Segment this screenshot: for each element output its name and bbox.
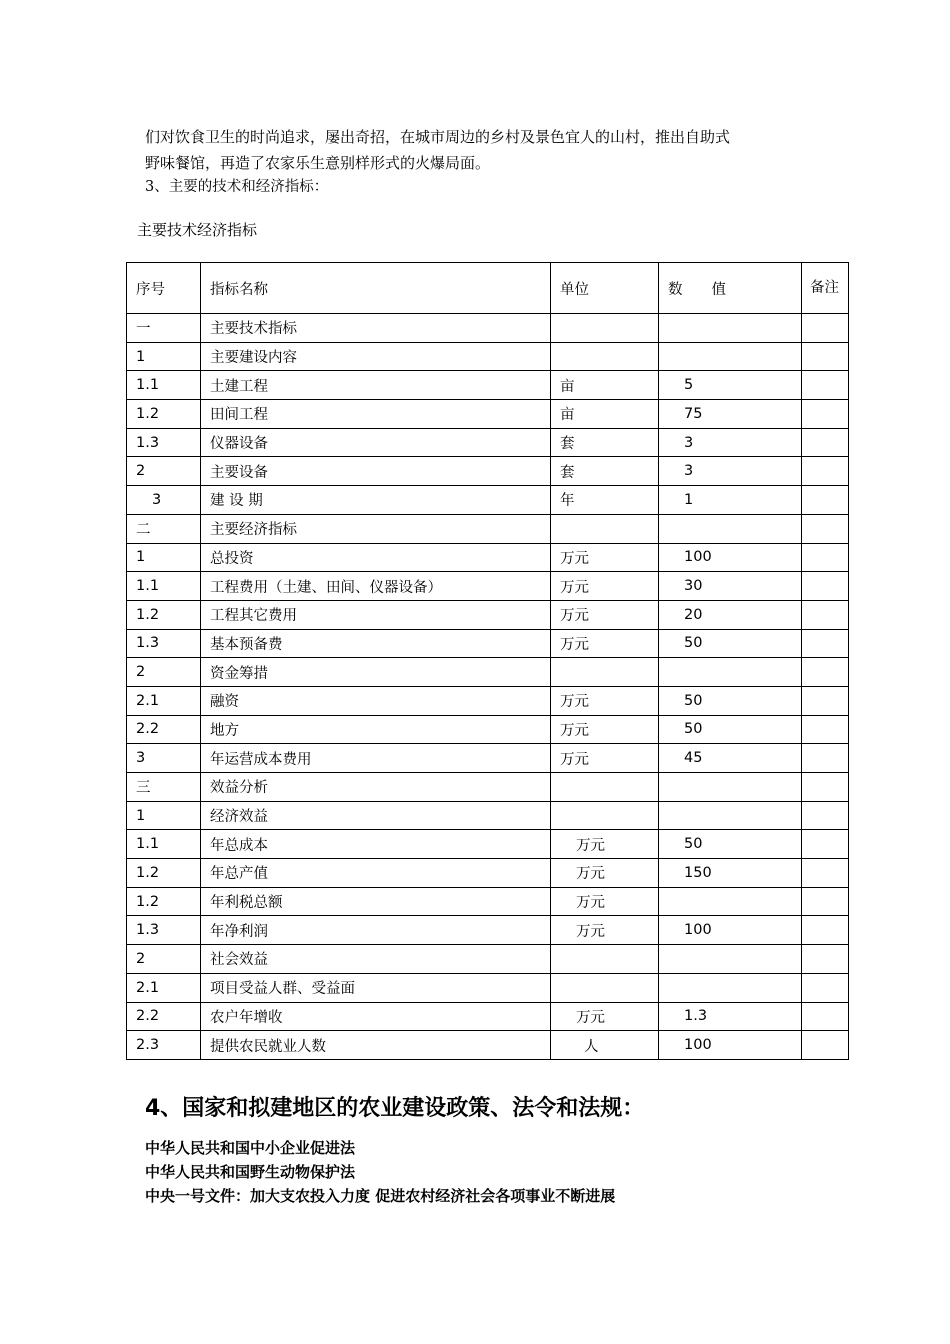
table-row [127, 428, 849, 457]
cell-no: 1.2 [127, 600, 201, 629]
table-row [127, 658, 849, 687]
cell-no: 1.3 [127, 428, 201, 457]
cell-unit [551, 514, 659, 543]
cell-no: 1.2 [127, 400, 201, 429]
section-4-heading: 4、国家和拟建地区的农业建设政策、法令和法规： [145, 1096, 645, 1121]
cell-unit: 亩 [551, 371, 659, 400]
cell-note [802, 342, 849, 371]
cell-no: 2 [127, 658, 201, 687]
table-row [127, 686, 849, 715]
cell-name: 土建工程 [201, 371, 551, 400]
cell-value [659, 773, 802, 802]
cell-no: 二 [127, 514, 201, 543]
cell-no: 1 [127, 801, 201, 830]
cell-no: 1.3 [127, 916, 201, 945]
header-no: 序号 [127, 263, 201, 314]
cell-no: 3 [127, 744, 201, 773]
cell-value [659, 514, 802, 543]
cell-no: 2.1 [127, 686, 201, 715]
table-row [127, 457, 849, 486]
table-row [127, 1002, 849, 1031]
cell-name: 社会效益 [201, 945, 551, 974]
cell-name: 年总成本 [201, 830, 551, 859]
laws-list [145, 1136, 615, 1208]
cell-value: 3 [659, 428, 802, 457]
table-header-row [127, 263, 849, 314]
table-row [127, 830, 849, 859]
cell-unit: 万元 [551, 744, 659, 773]
cell-unit: 亩 [551, 400, 659, 429]
cell-value: 50 [659, 629, 802, 658]
cell-note [802, 744, 849, 773]
cell-value: 1.3 [659, 1002, 802, 1031]
cell-unit: 万元 [551, 600, 659, 629]
table-row [127, 801, 849, 830]
table-row [127, 887, 849, 916]
cell-value [659, 342, 802, 371]
cell-no: 1 [127, 342, 201, 371]
cell-name: 建 设 期 [201, 486, 551, 515]
cell-name: 农户年增收 [201, 1002, 551, 1031]
cell-name: 工程费用（土建、田间、仪器设备） [201, 572, 551, 601]
cell-value: 75 [659, 400, 802, 429]
cell-unit [551, 314, 659, 343]
cell-name: 年总产值 [201, 859, 551, 888]
cell-no: 2.2 [127, 715, 201, 744]
cell-note [802, 629, 849, 658]
law-item: 中华人民共和国野生动物保护法 [145, 1163, 356, 1181]
cell-name: 总投资 [201, 543, 551, 572]
cell-unit [551, 342, 659, 371]
table-row [127, 314, 849, 343]
header-note: 备注 [802, 263, 849, 314]
table-row [127, 629, 849, 658]
cell-name: 主要技术指标 [201, 314, 551, 343]
cell-name: 年净利润 [201, 916, 551, 945]
table-row [127, 514, 849, 543]
cell-unit: 人 [551, 1031, 659, 1060]
header-name: 指标名称 [201, 263, 551, 314]
cell-name: 基本预备费 [201, 629, 551, 658]
cell-note [802, 887, 849, 916]
law-item: 中华人民共和国中小企业促进法 [145, 1139, 356, 1157]
cell-note [802, 973, 849, 1002]
cell-unit: 套 [551, 428, 659, 457]
cell-no: 1.1 [127, 572, 201, 601]
cell-value: 100 [659, 1031, 802, 1060]
cell-name: 主要设备 [201, 457, 551, 486]
cell-value: 100 [659, 543, 802, 572]
cell-note [802, 514, 849, 543]
cell-no: 1 [127, 543, 201, 572]
cell-value: 150 [659, 859, 802, 888]
cell-no: 2.3 [127, 1031, 201, 1060]
cell-no: 1.1 [127, 371, 201, 400]
cell-no: 2 [127, 457, 201, 486]
cell-unit [551, 973, 659, 1002]
cell-note [802, 686, 849, 715]
cell-unit: 万元 [551, 629, 659, 658]
cell-name: 经济效益 [201, 801, 551, 830]
cell-no: 三 [127, 773, 201, 802]
table-row [127, 400, 849, 429]
cell-unit: 万元 [551, 686, 659, 715]
cell-unit: 万元 [551, 543, 659, 572]
cell-no: 2 [127, 945, 201, 974]
cell-value: 50 [659, 830, 802, 859]
cell-name: 项目受益人群、受益面 [201, 973, 551, 1002]
cell-name: 工程其它费用 [201, 600, 551, 629]
cell-value: 30 [659, 572, 802, 601]
cell-name: 仪器设备 [201, 428, 551, 457]
cell-name: 地方 [201, 715, 551, 744]
cell-note [802, 859, 849, 888]
header-unit: 单位 [551, 263, 659, 314]
cell-value [659, 887, 802, 916]
cell-unit [551, 801, 659, 830]
cell-no: 1.1 [127, 830, 201, 859]
cell-name: 融资 [201, 686, 551, 715]
cell-name: 主要经济指标 [201, 514, 551, 543]
cell-note [802, 600, 849, 629]
cell-value [659, 314, 802, 343]
cell-note [802, 371, 849, 400]
cell-note [802, 945, 849, 974]
table-row [127, 859, 849, 888]
cell-note [802, 543, 849, 572]
cell-value: 50 [659, 686, 802, 715]
header-value: 数 值 [659, 263, 802, 314]
cell-value [659, 973, 802, 1002]
cell-unit: 万元 [551, 1002, 659, 1031]
cell-unit [551, 773, 659, 802]
table-row [127, 916, 849, 945]
table-row [127, 773, 849, 802]
cell-name: 效益分析 [201, 773, 551, 802]
cell-unit: 套 [551, 457, 659, 486]
cell-name: 田间工程 [201, 400, 551, 429]
table-row [127, 973, 849, 1002]
cell-unit [551, 658, 659, 687]
intro-line-2: 野味餐馆，再造了农家乐生意别样形式的火爆局面。 [145, 154, 491, 172]
table-row [127, 600, 849, 629]
table-row [127, 572, 849, 601]
cell-unit: 万元 [551, 715, 659, 744]
table-row [127, 1031, 849, 1060]
cell-note [802, 457, 849, 486]
cell-unit: 万元 [551, 572, 659, 601]
cell-value: 1 [659, 486, 802, 515]
cell-unit: 万元 [551, 859, 659, 888]
cell-unit: 万元 [551, 887, 659, 916]
cell-note [802, 801, 849, 830]
cell-note [802, 428, 849, 457]
cell-no: 2.1 [127, 973, 201, 1002]
cell-value: 100 [659, 916, 802, 945]
cell-note [802, 314, 849, 343]
cell-note [802, 1031, 849, 1060]
cell-note [802, 1002, 849, 1031]
cell-unit [551, 945, 659, 974]
cell-unit: 万元 [551, 916, 659, 945]
cell-value: 45 [659, 744, 802, 773]
cell-note [802, 715, 849, 744]
section-3-title: 3、主要的技术和经济指标： [145, 179, 329, 195]
cell-value: 20 [659, 600, 802, 629]
cell-name: 主要建设内容 [201, 342, 551, 371]
cell-name: 提供农民就业人数 [201, 1031, 551, 1060]
table-caption: 主要技术经济指标 [137, 221, 258, 239]
table-row [127, 371, 849, 400]
cell-name: 年利税总额 [201, 887, 551, 916]
cell-note [802, 773, 849, 802]
cell-value: 5 [659, 371, 802, 400]
cell-note [802, 830, 849, 859]
cell-no: 一 [127, 314, 201, 343]
cell-no: 1.3 [127, 629, 201, 658]
table-row [127, 945, 849, 974]
cell-note [802, 486, 849, 515]
cell-note [802, 572, 849, 601]
cell-no: 1.2 [127, 887, 201, 916]
cell-value [659, 801, 802, 830]
table-row [127, 744, 849, 773]
cell-note [802, 916, 849, 945]
law-item: 中央一号文件：加大支农投入力度 促进农村经济社会各项事业不断进展 [145, 1187, 616, 1205]
cell-no: 1.2 [127, 859, 201, 888]
cell-no: 3 [127, 486, 201, 515]
cell-value: 50 [659, 715, 802, 744]
cell-no: 2.2 [127, 1002, 201, 1031]
table-row [127, 486, 849, 515]
cell-name: 资金筹措 [201, 658, 551, 687]
intro-line-1: 们对饮食卫生的时尚追求，屡出奇招，在城市周边的乡村及景色宜人的山村，推出自助式 [145, 128, 731, 146]
cell-value [659, 945, 802, 974]
cell-name: 年运营成本费用 [201, 744, 551, 773]
cell-unit: 年 [551, 486, 659, 515]
cell-value: 3 [659, 457, 802, 486]
cell-unit: 万元 [551, 830, 659, 859]
cell-note [802, 658, 849, 687]
table-row [127, 342, 849, 371]
table-body [127, 314, 849, 1060]
cell-value [659, 658, 802, 687]
cell-note [802, 400, 849, 429]
table-row [127, 715, 849, 744]
indicators-table [126, 262, 849, 1060]
table-row [127, 543, 849, 572]
